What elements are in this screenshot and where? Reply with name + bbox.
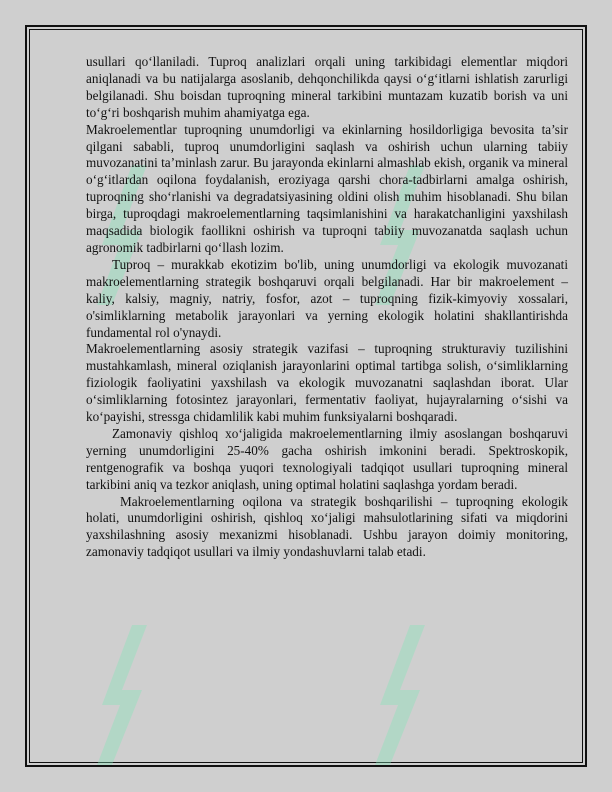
paragraph: Makroelementlar tuproqning unumdorligi va ekinlarning hosildorligiga bevosita ta’sir qilgani sababli, tuproq unumdorligini saqlash va oshirish uchun ularning tabiiy muvozanatini ta’minlash zarur. Bu jarayonda ekinlarni almashlab ekish, organik va mineral o‘g‘itlardan oqilona foydalanish, eroziyaga qarshi chora-tadbirlarni amalga oshirish, tuproqning sho‘rlanishi va degradatsiyasining oldini olish muhim hisoblanadi. Shu bilan birga, tuproqdagi makroelementlarning taqsimlanishini va harakatchanligini yaxshilash maqsadida biologik faollikni oshirish va tuproqni tabiiy muvozanatda saqlash uchun agronomik tadbirlarni qo‘llash lozim. <box>86 121 568 255</box>
document-body <box>86 54 568 561</box>
watermark-logo-icon <box>370 620 440 770</box>
watermark-logo-icon <box>92 620 162 770</box>
paragraph: usullari qo‘llaniladi. Tuproq analizlari orqali uning tarkibidagi elementlar miqdori aniqlanadi va bu natijalarga asoslanib, dehqonchilikda qaysi o‘g‘itlarni ishlatish zarurligi belgilanadi. Shu boisdan tuproqning mineral tarkibini muntazam kuzatib borish va uni to‘g‘ri boshqarish muhim ahamiyatga ega. <box>86 54 568 120</box>
paragraph: Makroelementlarning oqilona va strategik boshqarilishi – tuproqning ekologik holati, unumdorligini oshirish, qishloq xo‘jaligi mahsulotlarining sifati va miqdorini yaxshilashning asosiy mexanizmi hisoblanadi. Ushbu jarayon doimiy monitoring, zamonaviy tadqiqot usullari va ilmiy yondashuvlarni talab etadi. <box>86 493 568 560</box>
paragraph: Tuproq – murakkab ekotizim bo'lib, uning unumdorligi va ekologik muvozanati makroelementlarning strategik boshqaruvi orqali belgilanadi. Har bir makroelement – kaliy, kalsiy, magniy, natriy, fosfor, azot – tuproqning fizik-kimyoviy xossalari, o'simliklarning metabolik jarayonlari va yerning ekologik holatini shakllantirishda fundamental rol o'ynaydi. <box>86 256 568 340</box>
paragraph: Zamonaviy qishloq xo‘jaligida makroelementlarning ilmiy asoslangan boshqaruvi yerning unumdorligini 25-40% gacha oshirish imkonini beradi. Spektroskopik, rentgenografik va boshqa yuqori texnologiyali tadqiqot usullari tuproqning mineral tarkibini aniq va tezkor aniqlash, uning optimal holatini saqlashga yordam beradi. <box>86 425 568 492</box>
paragraph: Makroelementlarning asosiy strategik vazifasi – tuproqning strukturaviy tuzilishini mustahkamlash, mineral oziqlanish jarayonlarini optimal tartibga solish, o‘simliklarning fiziologik faoliyatini yaxshilash va ekologik muvozanatni saqlashdan iborat. Ular o‘simliklarning fotosintez jarayonlari, fermentativ faoliyat, hujayralarning o‘sishi va ko‘payishi, stressga chidamlilik kabi muhim funksiyalarni boshqaradi. <box>86 341 568 425</box>
